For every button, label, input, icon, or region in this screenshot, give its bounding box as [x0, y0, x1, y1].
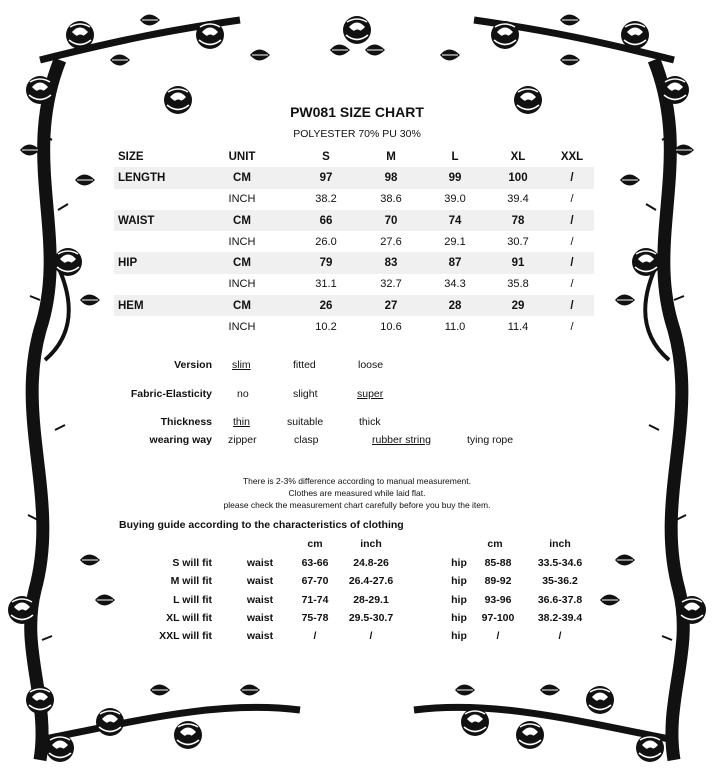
cell: 10.6 — [380, 321, 402, 334]
row-label — [114, 316, 190, 337]
table-row — [114, 316, 594, 337]
guide-waist-cm: 75-78 — [301, 612, 329, 624]
page-title: PW081 SIZE CHART — [290, 104, 424, 120]
table-row — [114, 167, 594, 188]
cell: 38.6 — [380, 193, 402, 206]
elasticity-option-super: super — [357, 388, 384, 400]
header-size: SIZE — [118, 150, 144, 163]
guide-waist-label: waist — [246, 575, 274, 587]
header-m: M — [386, 150, 396, 163]
header-xxl: XXL — [560, 150, 584, 163]
wearing-option-rubber-string: rubber string — [372, 434, 431, 446]
note-difference: There is 2-3% difference according to manual measurement. — [242, 476, 472, 486]
row-label — [114, 231, 190, 252]
note-check-chart: please check the measurement chart carefully before you buy the item. — [223, 500, 491, 510]
version-option-fitted: fitted — [293, 359, 316, 371]
cell: 87 — [424, 252, 486, 273]
table-row — [114, 210, 594, 231]
guide-hip-inch: 35-36.2 — [542, 575, 578, 587]
cell: 83 — [358, 252, 424, 273]
cell: 98 — [358, 167, 424, 188]
guide-hip-inch: 36.6-37.8 — [537, 594, 583, 606]
cell: 26.0 — [315, 235, 337, 248]
cell: 26 — [294, 295, 358, 316]
row-label: WAIST — [114, 210, 190, 231]
table-row — [114, 274, 594, 295]
table-row — [114, 231, 594, 252]
row-unit: CM — [190, 295, 294, 316]
version-option-loose: loose — [358, 359, 384, 371]
guide-hip-cm-header: cm — [487, 538, 503, 550]
guide-size-label: L will fit — [173, 594, 212, 606]
cell: 91 — [486, 252, 550, 273]
guide-waist-label: waist — [246, 594, 274, 606]
cell: 28 — [424, 295, 486, 316]
guide-waist-cm: 63-66 — [301, 557, 329, 569]
row-unit: INCH — [228, 278, 256, 291]
wearing-option-zipper: zipper — [228, 434, 257, 446]
cell: / — [570, 235, 574, 248]
thickness-option-thick: thick — [359, 416, 381, 428]
table-row — [114, 252, 594, 273]
cell: / — [570, 321, 574, 334]
header-s: S — [322, 150, 330, 163]
cell: 39.0 — [444, 193, 466, 206]
row-label — [114, 274, 190, 295]
cell: 100 — [486, 167, 550, 188]
cell: 74 — [424, 210, 486, 231]
cell: 39.4 — [507, 193, 529, 206]
buying-guide-title: Buying guide according to the characteristics of clothing — [119, 519, 404, 531]
cell: 11.4 — [507, 321, 529, 334]
cell: / — [550, 295, 594, 316]
cell: 27 — [358, 295, 424, 316]
row-unit: INCH — [228, 321, 256, 334]
cell: 78 — [486, 210, 550, 231]
material-composition: POLYESTER 70% PU 30% — [293, 128, 421, 140]
row-unit: CM — [190, 252, 294, 273]
row-unit: CM — [190, 210, 294, 231]
guide-hip-label: hip — [451, 630, 467, 642]
guide-hip-cm: 89-92 — [484, 575, 512, 587]
elasticity-option-no: no — [237, 388, 249, 400]
wearing-option-tying-rope: tying rope — [467, 434, 514, 446]
header-unit: UNIT — [228, 150, 256, 163]
guide-size-label: S will fit — [172, 557, 212, 569]
guide-hip-cm: 85-88 — [484, 557, 512, 569]
header-l: L — [451, 150, 459, 163]
note-laid-flat: Clothes are measured while laid flat. — [288, 488, 426, 498]
guide-hip-inch: / — [558, 630, 562, 642]
version-label: Version — [174, 359, 212, 371]
guide-waist-inch-header: inch — [360, 538, 382, 550]
guide-size-label: M will fit — [170, 575, 212, 587]
thickness-option-suitable: suitable — [287, 416, 324, 428]
row-label — [114, 189, 190, 210]
cell: 70 — [358, 210, 424, 231]
cell: 27.6 — [380, 235, 402, 248]
row-label: HIP — [114, 252, 190, 273]
guide-hip-cm: 97-100 — [481, 612, 515, 624]
row-unit: CM — [190, 167, 294, 188]
wearing-way-label: wearing way — [149, 434, 212, 446]
guide-waist-cm: 71-74 — [301, 594, 329, 606]
guide-waist-cm-header: cm — [307, 538, 323, 550]
row-label: HEM — [114, 295, 190, 316]
guide-waist-label: waist — [246, 557, 274, 569]
cell: 34.3 — [444, 278, 466, 291]
cell: / — [550, 252, 594, 273]
cell: 11.0 — [444, 321, 466, 334]
guide-hip-cm: / — [496, 630, 500, 642]
cell: / — [570, 278, 574, 291]
row-label: LENGTH — [114, 167, 190, 188]
guide-waist-cm: 67-70 — [301, 575, 329, 587]
header-xl: XL — [510, 150, 526, 163]
thickness-label: Thickness — [160, 416, 212, 428]
guide-hip-inch: 33.5-34.6 — [537, 557, 583, 569]
table-row — [114, 189, 594, 210]
cell: / — [570, 193, 574, 206]
cell: 99 — [424, 167, 486, 188]
size-chart-table — [114, 146, 594, 338]
cell: 30.7 — [507, 235, 529, 248]
cell: 79 — [294, 252, 358, 273]
thickness-option-thin: thin — [233, 416, 250, 428]
guide-waist-inch: / — [369, 630, 373, 642]
wearing-option-clasp: clasp — [294, 434, 319, 446]
cell: / — [550, 167, 594, 188]
guide-waist-label: waist — [246, 630, 274, 642]
version-option-slim: slim — [232, 359, 251, 371]
guide-waist-inch: 28-29.1 — [353, 594, 389, 606]
cell: 66 — [294, 210, 358, 231]
guide-waist-cm: / — [313, 630, 317, 642]
cell: 10.2 — [315, 321, 337, 334]
guide-size-label: XXL will fit — [159, 630, 212, 642]
elasticity-label: Fabric-Elasticity — [130, 388, 212, 400]
guide-hip-cm: 93-96 — [484, 594, 512, 606]
guide-size-label: XL will fit — [166, 612, 212, 624]
elasticity-option-slight: slight — [293, 388, 318, 400]
cell: 31.1 — [315, 278, 337, 291]
cell: 38.2 — [315, 193, 337, 206]
cell: 29 — [486, 295, 550, 316]
guide-hip-label: hip — [451, 557, 467, 569]
guide-waist-inch: 24.8-26 — [353, 557, 389, 569]
guide-hip-label: hip — [451, 594, 467, 606]
row-unit: INCH — [228, 235, 256, 248]
table-header-row — [114, 146, 594, 167]
cell: / — [550, 210, 594, 231]
guide-hip-inch: 38.2-39.4 — [537, 612, 583, 624]
cell: 35.8 — [507, 278, 529, 291]
guide-waist-inch: 26.4-27.6 — [348, 575, 394, 587]
cell: 32.7 — [380, 278, 402, 291]
cell: 97 — [294, 167, 358, 188]
guide-hip-label: hip — [451, 575, 467, 587]
guide-waist-label: waist — [246, 612, 274, 624]
table-row — [114, 295, 594, 316]
guide-hip-inch-header: inch — [549, 538, 571, 550]
guide-waist-inch: 29.5-30.7 — [348, 612, 394, 624]
guide-hip-label: hip — [451, 612, 467, 624]
cell: 29.1 — [444, 235, 466, 248]
row-unit: INCH — [228, 193, 256, 206]
